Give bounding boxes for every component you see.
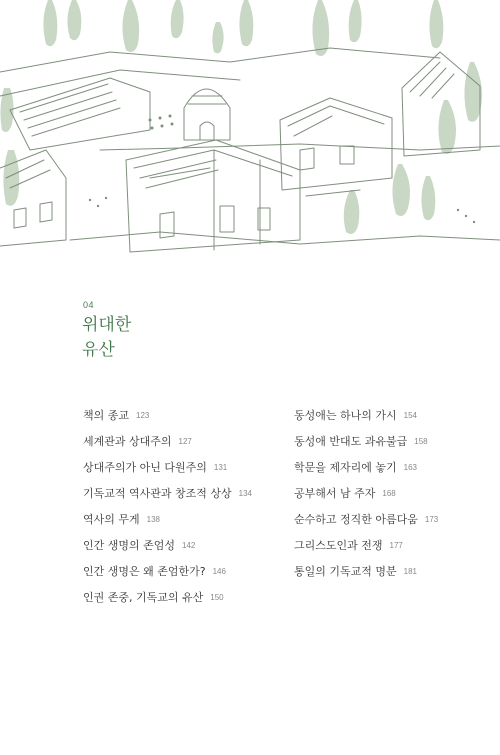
toc-left-column xyxy=(83,402,283,610)
village-sketch-illustration xyxy=(0,0,500,258)
terrace-line xyxy=(0,70,240,96)
toc-right-column xyxy=(294,402,494,584)
cypress-tree xyxy=(438,100,456,154)
road-line xyxy=(100,144,500,150)
cypress-tree xyxy=(312,0,329,56)
toc-item[interactable] xyxy=(294,402,494,428)
toc-item[interactable] xyxy=(83,454,283,480)
toc-item[interactable] xyxy=(83,480,283,506)
main-building xyxy=(126,140,300,252)
toc-item-page: 168 xyxy=(382,488,396,498)
village-sketch-svg xyxy=(0,0,500,258)
cypress-tree xyxy=(171,0,184,38)
toc-item-title: 순수하고 정직한 아름다움 xyxy=(294,513,418,526)
chapter-number: 04 xyxy=(83,300,95,310)
cypress-tree xyxy=(43,0,57,46)
toc-item-title: 통일의 기독교적 명분 xyxy=(294,565,397,578)
toc-item[interactable] xyxy=(83,584,283,610)
toc-item-title: 동성애 반대도 과유불급 xyxy=(294,435,408,448)
toc-item-title: 학문을 제자리에 놓기 xyxy=(294,461,397,474)
cypress-tree xyxy=(429,0,443,48)
right-block-windows xyxy=(300,146,354,170)
wall-line xyxy=(150,168,360,196)
toc-item[interactable] xyxy=(83,532,283,558)
toc-item-page: 177 xyxy=(389,540,403,550)
main-building-roof xyxy=(134,150,292,188)
cypress-trees xyxy=(0,0,482,234)
toc-item-title: 세계관과 상대주의 xyxy=(83,435,172,448)
toc-item-title: 동성애는 하나의 가시 xyxy=(294,409,397,422)
toc-item-page: 181 xyxy=(403,566,417,576)
toc-item-title: 기독교적 역사관과 창조적 상상 xyxy=(83,487,232,500)
cypress-tree xyxy=(344,190,360,234)
far-right-roof xyxy=(410,62,454,98)
cypress-tree xyxy=(464,62,482,122)
left-house-windows xyxy=(14,202,52,228)
toc-item-title: 인권 존중, 기독교의 유산 xyxy=(83,591,204,604)
toc-item-page: 134 xyxy=(238,488,252,498)
toc-item-title: 그리스도인과 전쟁 xyxy=(294,539,383,552)
toc-item[interactable] xyxy=(83,506,283,532)
toc-item-page: 127 xyxy=(178,436,192,446)
chapter-title-line2: 유산 xyxy=(82,340,115,360)
toc-item[interactable] xyxy=(294,506,494,532)
toc-item-page: 138 xyxy=(146,514,160,524)
chapter-title xyxy=(82,313,131,363)
toc-item-title: 공부해서 남 주자 xyxy=(294,487,376,500)
toc-item[interactable] xyxy=(83,402,283,428)
main-building-edges xyxy=(214,150,260,250)
cypress-tree xyxy=(392,164,410,216)
toc-item-page: 150 xyxy=(210,592,224,602)
cypress-tree xyxy=(239,0,253,46)
building-linework xyxy=(0,48,500,252)
toc-item[interactable] xyxy=(294,558,494,584)
cypress-tree xyxy=(421,176,435,220)
toc-item[interactable] xyxy=(294,428,494,454)
toc-item-title: 역사의 무게 xyxy=(83,513,140,526)
cypress-tree xyxy=(212,22,223,53)
toc-item[interactable] xyxy=(83,558,283,584)
toc-item-page: 163 xyxy=(403,462,417,472)
toc-item[interactable] xyxy=(294,480,494,506)
toc-item-page: 142 xyxy=(182,540,196,550)
toc-item-page: 131 xyxy=(213,462,228,472)
toc-item-page: 173 xyxy=(424,514,439,524)
toc-item-title: 책의 종교 xyxy=(83,409,130,422)
toc-item[interactable] xyxy=(294,532,494,558)
dome-rings xyxy=(188,96,226,104)
dome-chapel xyxy=(184,89,230,140)
toc-item-title: 인간 생명의 존엄성 xyxy=(83,539,176,552)
toc-item-title: 상대주의가 아닌 다원주의 xyxy=(83,461,207,474)
cypress-tree xyxy=(122,0,139,52)
toc-item[interactable] xyxy=(83,428,283,454)
base-line xyxy=(70,232,500,244)
toc-item-title: 인간 생명은 왜 존엄한가? xyxy=(83,565,206,578)
cypress-tree xyxy=(67,0,81,40)
barn-roof-stripes xyxy=(20,84,120,136)
toc-item-page: 154 xyxy=(403,410,417,420)
toc-item-page: 123 xyxy=(136,410,150,420)
chapel-door xyxy=(200,122,214,140)
cypress-tree xyxy=(349,0,362,42)
toc-item-page: 146 xyxy=(212,566,226,576)
toc-item-page: 158 xyxy=(414,436,428,446)
chapter-title-line1: 위대한 xyxy=(82,315,132,335)
toc-item[interactable] xyxy=(294,454,494,480)
